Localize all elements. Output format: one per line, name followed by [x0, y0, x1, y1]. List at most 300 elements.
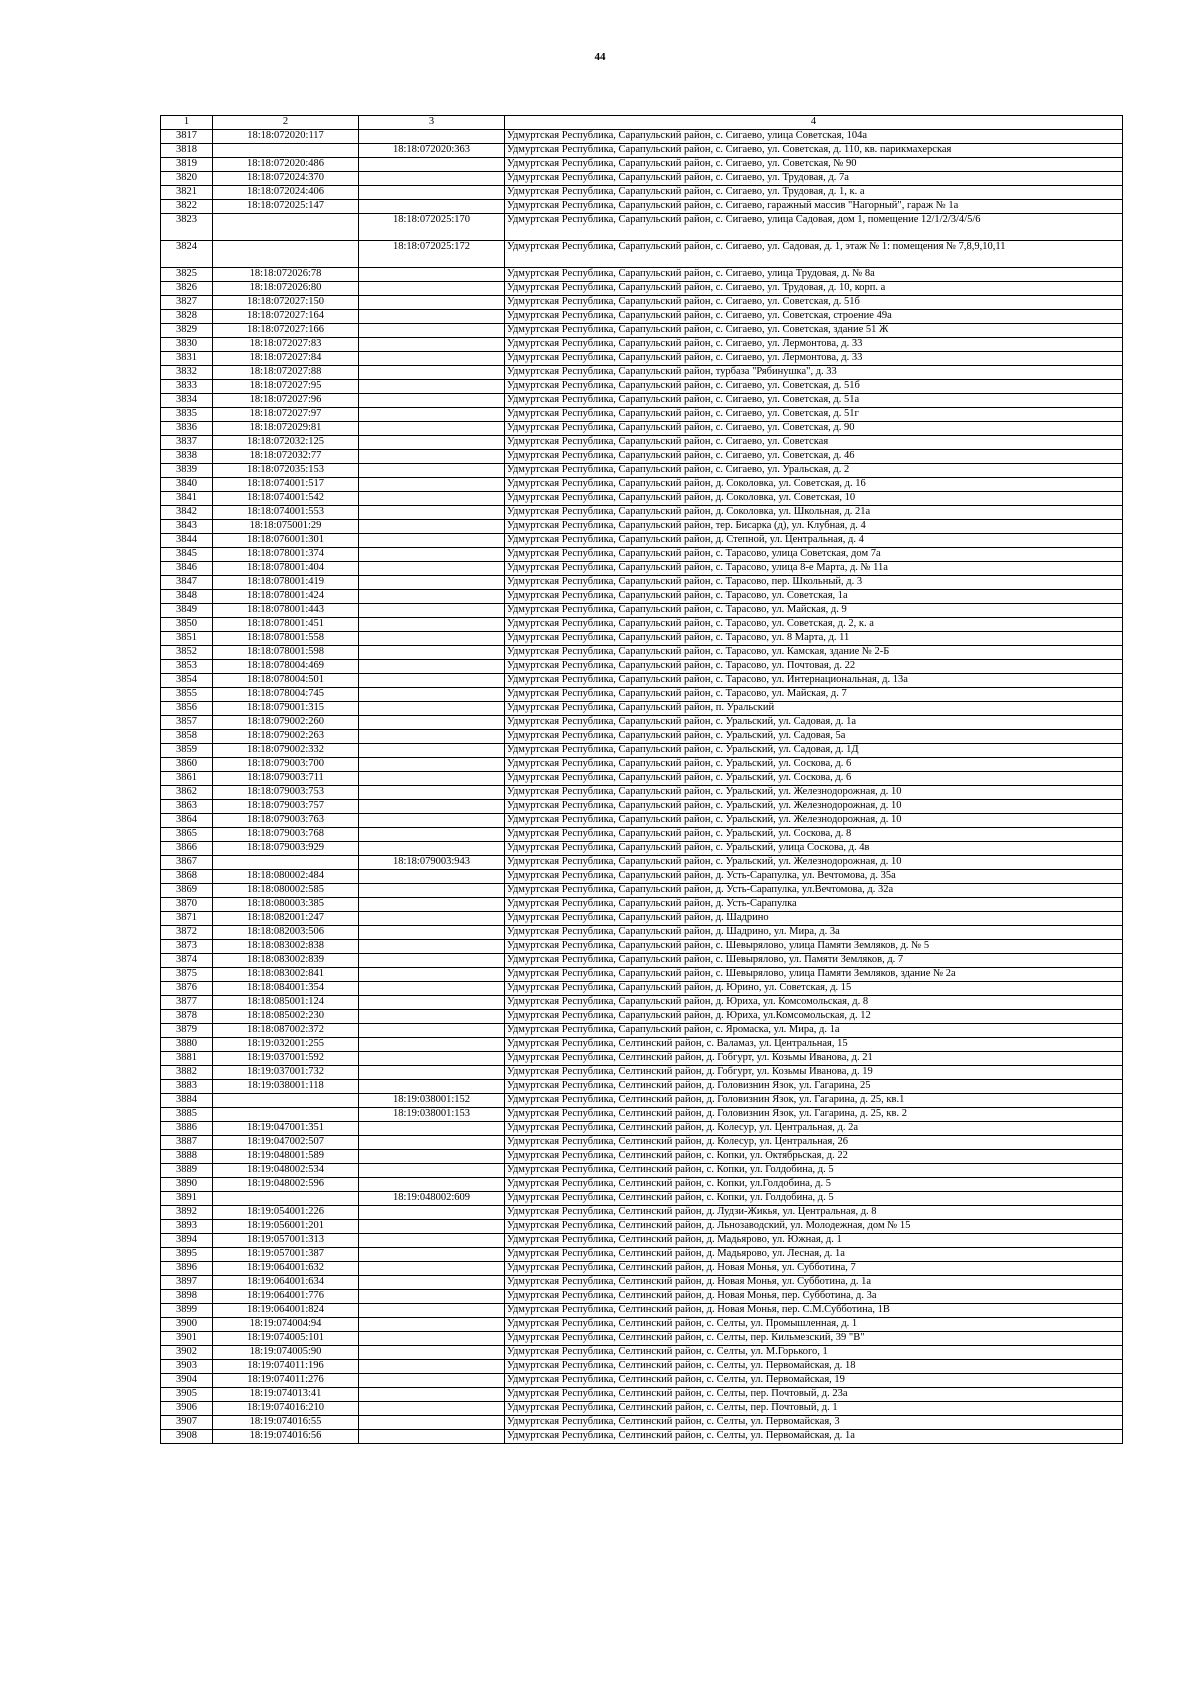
row-number: 3838 — [161, 450, 213, 464]
building-cadastral-number — [359, 282, 505, 296]
table-row — [161, 1388, 1123, 1402]
address: Удмуртская Республика, Сарапульский район, с. Тарасово, ул. Майская, д. 9 — [505, 604, 1123, 618]
address: Удмуртская Республика, Сарапульский район, с. Сигаево, ул. Трудовая, д. 1, к. а — [505, 186, 1123, 200]
land-cadastral-number: 18:18:083002:838 — [213, 940, 359, 954]
table-row — [161, 1430, 1123, 1444]
land-cadastral-number: 18:18:083002:841 — [213, 968, 359, 982]
land-cadastral-number: 18:18:072027:164 — [213, 310, 359, 324]
table-row — [161, 1318, 1123, 1332]
land-cadastral-number: 18:18:072025:147 — [213, 200, 359, 214]
land-cadastral-number: 18:18:075001:29 — [213, 520, 359, 534]
address: Удмуртская Республика, Сарапульский район, с. Сигаево, ул. Советская, д. 110, кв. парикмахерская — [505, 144, 1123, 158]
building-cadastral-number — [359, 352, 505, 366]
building-cadastral-number — [359, 688, 505, 702]
building-cadastral-number — [359, 968, 505, 982]
table-row — [161, 632, 1123, 646]
table-row — [161, 158, 1123, 172]
row-number: 3863 — [161, 800, 213, 814]
building-cadastral-number — [359, 172, 505, 186]
land-cadastral-number: 18:18:072026:80 — [213, 282, 359, 296]
land-cadastral-number: 18:18:072020:117 — [213, 130, 359, 144]
building-cadastral-number — [359, 1178, 505, 1192]
address: Удмуртская Республика, Сарапульский район, с. Уральский, улица Соскова, д. 4в — [505, 842, 1123, 856]
row-number: 3897 — [161, 1276, 213, 1290]
building-cadastral-number — [359, 492, 505, 506]
address: Удмуртская Республика, Сарапульский район, с. Сигаево, ул. Советская — [505, 436, 1123, 450]
address: Удмуртская Республика, Селтинский район, с. Копки, ул. Октябрьская, д. 22 — [505, 1150, 1123, 1164]
table-row — [161, 1178, 1123, 1192]
land-cadastral-number: 18:18:072027:150 — [213, 296, 359, 310]
row-number: 3824 — [161, 241, 213, 268]
row-number: 3892 — [161, 1206, 213, 1220]
address: Удмуртская Республика, Сарапульский район, с. Уральский, ул. Садовая, д. 1а — [505, 716, 1123, 730]
row-number: 3889 — [161, 1164, 213, 1178]
table-row — [161, 898, 1123, 912]
row-number: 3818 — [161, 144, 213, 158]
land-cadastral-number: 18:18:078004:501 — [213, 674, 359, 688]
table-row — [161, 912, 1123, 926]
building-cadastral-number — [359, 1318, 505, 1332]
address: Удмуртская Республика, Сарапульский район, д. Соколовка, ул. Школьная, д. 21а — [505, 506, 1123, 520]
table-row — [161, 604, 1123, 618]
column-header-2: 2 — [213, 116, 359, 130]
address: Удмуртская Республика, Сарапульский район, с. Сигаево, гаражный массив "Нагорный", гараж № 1а — [505, 200, 1123, 214]
land-cadastral-number: 18:18:079003:763 — [213, 814, 359, 828]
table-row — [161, 214, 1123, 241]
address: Удмуртская Республика, Сарапульский район, с. Тарасово, ул. Советская, д. 2, к. а — [505, 618, 1123, 632]
table-row — [161, 200, 1123, 214]
table-body — [161, 130, 1123, 1444]
address: Удмуртская Республика, Сарапульский район, д. Степной, ул. Центральная, д. 4 — [505, 534, 1123, 548]
row-number: 3906 — [161, 1402, 213, 1416]
row-number: 3865 — [161, 828, 213, 842]
land-cadastral-number: 18:18:072026:78 — [213, 268, 359, 282]
row-number: 3898 — [161, 1290, 213, 1304]
address: Удмуртская Республика, Сарапульский район, д. Соколовка, ул. Советская, 10 — [505, 492, 1123, 506]
table-row — [161, 982, 1123, 996]
table-row — [161, 884, 1123, 898]
building-cadastral-number — [359, 646, 505, 660]
address: Удмуртская Республика, Селтинский район, д. Головизнин Язок, ул. Гагарина, 25 — [505, 1080, 1123, 1094]
land-cadastral-number: 18:18:078001:558 — [213, 632, 359, 646]
land-cadastral-number: 18:18:079002:332 — [213, 744, 359, 758]
table-row — [161, 1010, 1123, 1024]
address: Удмуртская Республика, Сарапульский район, с. Тарасово, ул. Камская, здание № 2-Б — [505, 646, 1123, 660]
building-cadastral-number — [359, 1010, 505, 1024]
table-row — [161, 940, 1123, 954]
address: Удмуртская Республика, Селтинский район, с. Селты, пер. Почтовый, д. 23а — [505, 1388, 1123, 1402]
row-number: 3847 — [161, 576, 213, 590]
building-cadastral-number — [359, 1248, 505, 1262]
land-cadastral-number: 18:18:074001:542 — [213, 492, 359, 506]
row-number: 3891 — [161, 1192, 213, 1206]
row-number: 3839 — [161, 464, 213, 478]
table-row — [161, 702, 1123, 716]
building-cadastral-number — [359, 604, 505, 618]
land-cadastral-number: 18:19:074005:101 — [213, 1332, 359, 1346]
table-row — [161, 688, 1123, 702]
table-row — [161, 1164, 1123, 1178]
address: Удмуртская Республика, Селтинский район, д. Мадьярово, ул. Лесная, д. 1а — [505, 1248, 1123, 1262]
land-cadastral-number: 18:18:072032:125 — [213, 436, 359, 450]
building-cadastral-number — [359, 1290, 505, 1304]
table-row — [161, 464, 1123, 478]
land-cadastral-number: 18:18:087002:372 — [213, 1024, 359, 1038]
row-number: 3853 — [161, 660, 213, 674]
table-row — [161, 1024, 1123, 1038]
row-number: 3877 — [161, 996, 213, 1010]
table-row — [161, 772, 1123, 786]
address: Удмуртская Республика, Сарапульский район, с. Тарасово, ул. Интернациональная, д. 13а — [505, 674, 1123, 688]
land-cadastral-number: 18:18:085001:124 — [213, 996, 359, 1010]
building-cadastral-number — [359, 310, 505, 324]
land-cadastral-number: 18:18:079003:753 — [213, 786, 359, 800]
address: Удмуртская Республика, Селтинский район, д. Колесур, ул. Центральная, 26 — [505, 1136, 1123, 1150]
building-cadastral-number — [359, 940, 505, 954]
table-row — [161, 282, 1123, 296]
row-number: 3849 — [161, 604, 213, 618]
land-cadastral-number: 18:18:072032:77 — [213, 450, 359, 464]
building-cadastral-number: 18:18:072025:170 — [359, 214, 505, 241]
land-cadastral-number: 18:19:057001:313 — [213, 1234, 359, 1248]
row-number: 3858 — [161, 730, 213, 744]
column-header-3: 3 — [359, 116, 505, 130]
table-row — [161, 856, 1123, 870]
land-cadastral-number: 18:18:072024:370 — [213, 172, 359, 186]
land-cadastral-number: 18:18:072027:95 — [213, 380, 359, 394]
building-cadastral-number — [359, 1374, 505, 1388]
land-cadastral-number: 18:19:032001:255 — [213, 1038, 359, 1052]
table-row — [161, 1332, 1123, 1346]
address: Удмуртская Республика, Сарапульский район, с. Сигаево, ул. Советская, д. 51а — [505, 394, 1123, 408]
building-cadastral-number — [359, 1388, 505, 1402]
building-cadastral-number — [359, 506, 505, 520]
building-cadastral-number — [359, 464, 505, 478]
land-cadastral-number: 18:18:079001:315 — [213, 702, 359, 716]
table-row — [161, 1262, 1123, 1276]
row-number: 3828 — [161, 310, 213, 324]
address: Удмуртская Республика, Селтинский район, с. Селты, пер. Почтовый, д. 1 — [505, 1402, 1123, 1416]
address: Удмуртская Республика, Селтинский район, д. Мадьярово, ул. Южная, д. 1 — [505, 1234, 1123, 1248]
land-cadastral-number — [213, 241, 359, 268]
table-row — [161, 352, 1123, 366]
address: Удмуртская Республика, Сарапульский район, с. Уральский, ул. Железнодорожная, д. 10 — [505, 800, 1123, 814]
row-number: 3868 — [161, 870, 213, 884]
address: Удмуртская Республика, Селтинский район, д. Головизнин Язок, ул. Гагарина, д. 25, кв. 2 — [505, 1108, 1123, 1122]
land-cadastral-number: 18:19:056001:201 — [213, 1220, 359, 1234]
table-row — [161, 618, 1123, 632]
building-cadastral-number — [359, 618, 505, 632]
address: Удмуртская Республика, Сарапульский район, с. Сигаево, ул. Садовая, д. 1, этаж № 1: помещения № 7,8,9,10,11 — [505, 241, 1123, 268]
row-number: 3856 — [161, 702, 213, 716]
land-cadastral-number: 18:19:074011:276 — [213, 1374, 359, 1388]
row-number: 3886 — [161, 1122, 213, 1136]
land-cadastral-number: 18:19:064001:824 — [213, 1304, 359, 1318]
table-row — [161, 241, 1123, 268]
building-cadastral-number — [359, 186, 505, 200]
building-cadastral-number — [359, 1304, 505, 1318]
building-cadastral-number — [359, 898, 505, 912]
table-row — [161, 1290, 1123, 1304]
building-cadastral-number: 18:18:072020:363 — [359, 144, 505, 158]
table-row — [161, 1192, 1123, 1206]
land-cadastral-number: 18:18:078001:443 — [213, 604, 359, 618]
row-number: 3817 — [161, 130, 213, 144]
building-cadastral-number — [359, 534, 505, 548]
land-cadastral-number: 18:18:080003:385 — [213, 898, 359, 912]
table-row — [161, 1150, 1123, 1164]
address: Удмуртская Республика, Селтинский район, д. Льнозаводский, ул. Молодежная, дом № 15 — [505, 1220, 1123, 1234]
table-row — [161, 968, 1123, 982]
row-number: 3855 — [161, 688, 213, 702]
building-cadastral-number — [359, 590, 505, 604]
address: Удмуртская Республика, Селтинский район, д. Гобгурт, ул. Козьмы Иванова, д. 19 — [505, 1066, 1123, 1080]
row-number: 3896 — [161, 1262, 213, 1276]
table-row — [161, 1094, 1123, 1108]
row-number: 3822 — [161, 200, 213, 214]
land-cadastral-number: 18:19:074013:41 — [213, 1388, 359, 1402]
table-row — [161, 144, 1123, 158]
table-row — [161, 996, 1123, 1010]
building-cadastral-number: 18:19:038001:152 — [359, 1094, 505, 1108]
table-row — [161, 870, 1123, 884]
building-cadastral-number — [359, 1276, 505, 1290]
address: Удмуртская Республика, Сарапульский район, с. Тарасово, улица 8-е Марта, д. № 11а — [505, 562, 1123, 576]
row-number: 3890 — [161, 1178, 213, 1192]
building-cadastral-number — [359, 1234, 505, 1248]
building-cadastral-number — [359, 1206, 505, 1220]
building-cadastral-number — [359, 562, 505, 576]
address: Удмуртская Республика, Селтинский район, д. Новая Монья, ул. Субботина, 7 — [505, 1262, 1123, 1276]
row-number: 3875 — [161, 968, 213, 982]
table-row — [161, 576, 1123, 590]
row-number: 3893 — [161, 1220, 213, 1234]
building-cadastral-number — [359, 394, 505, 408]
address: Удмуртская Республика, Сарапульский район, с. Тарасово, ул. Советская, 1а — [505, 590, 1123, 604]
table-row — [161, 1248, 1123, 1262]
building-cadastral-number — [359, 436, 505, 450]
table-row — [161, 1038, 1123, 1052]
land-cadastral-number: 18:19:047002:507 — [213, 1136, 359, 1150]
land-cadastral-number: 18:19:064001:776 — [213, 1290, 359, 1304]
row-number: 3872 — [161, 926, 213, 940]
land-cadastral-number: 18:18:079003:700 — [213, 758, 359, 772]
address: Удмуртская Республика, Сарапульский район, с. Сигаево, ул. Советская, д. 51б — [505, 296, 1123, 310]
row-number: 3900 — [161, 1318, 213, 1332]
land-cadastral-number: 18:19:064001:632 — [213, 1262, 359, 1276]
land-cadastral-number: 18:19:037001:592 — [213, 1052, 359, 1066]
land-cadastral-number — [213, 214, 359, 241]
land-cadastral-number: 18:18:072035:153 — [213, 464, 359, 478]
row-number: 3848 — [161, 590, 213, 604]
table-row — [161, 842, 1123, 856]
table-row — [161, 758, 1123, 772]
land-cadastral-number: 18:18:079002:260 — [213, 716, 359, 730]
row-number: 3881 — [161, 1052, 213, 1066]
address: Удмуртская Республика, Сарапульский район, с. Сигаево, ул. Советская, д. 90 — [505, 422, 1123, 436]
row-number: 3901 — [161, 1332, 213, 1346]
table-row — [161, 1122, 1123, 1136]
row-number: 3842 — [161, 506, 213, 520]
table-row — [161, 492, 1123, 506]
building-cadastral-number — [359, 814, 505, 828]
building-cadastral-number — [359, 548, 505, 562]
table-row — [161, 186, 1123, 200]
building-cadastral-number — [359, 702, 505, 716]
building-cadastral-number: 18:18:072025:172 — [359, 241, 505, 268]
address: Удмуртская Республика, Селтинский район, с. Копки, ул. Голдобина, д. 5 — [505, 1192, 1123, 1206]
row-number: 3837 — [161, 436, 213, 450]
building-cadastral-number — [359, 1416, 505, 1430]
table-row — [161, 408, 1123, 422]
address: Удмуртская Республика, Сарапульский район, д. Усть-Сарапулка — [505, 898, 1123, 912]
row-number: 3821 — [161, 186, 213, 200]
land-cadastral-number — [213, 856, 359, 870]
building-cadastral-number — [359, 324, 505, 338]
address: Удмуртская Республика, Сарапульский район, с. Тарасово, ул. Почтовая, д. 22 — [505, 660, 1123, 674]
address: Удмуртская Республика, Селтинский район, д. Лудзи-Жикья, ул. Центральная, д. 8 — [505, 1206, 1123, 1220]
building-cadastral-number — [359, 268, 505, 282]
building-cadastral-number — [359, 366, 505, 380]
land-cadastral-number: 18:18:082001:247 — [213, 912, 359, 926]
building-cadastral-number — [359, 200, 505, 214]
building-cadastral-number — [359, 1024, 505, 1038]
row-number: 3885 — [161, 1108, 213, 1122]
land-cadastral-number: 18:19:047001:351 — [213, 1122, 359, 1136]
table-row — [161, 674, 1123, 688]
address: Удмуртская Республика, Селтинский район, с. Валамаз, ул. Центральная, 15 — [505, 1038, 1123, 1052]
address: Удмуртская Республика, Сарапульский район, с. Сигаево, улица Садовая, дом 1, помещение 12/1/2/3/4/5/6 — [505, 214, 1123, 241]
table-row — [161, 1304, 1123, 1318]
row-number: 3873 — [161, 940, 213, 954]
table-row — [161, 520, 1123, 534]
building-cadastral-number — [359, 912, 505, 926]
row-number: 3835 — [161, 408, 213, 422]
table-row — [161, 1402, 1123, 1416]
land-cadastral-number: 18:19:054001:226 — [213, 1206, 359, 1220]
table-row — [161, 1136, 1123, 1150]
building-cadastral-number — [359, 842, 505, 856]
table-row — [161, 172, 1123, 186]
land-cadastral-number: 18:18:072020:486 — [213, 158, 359, 172]
row-number: 3899 — [161, 1304, 213, 1318]
land-cadastral-number: 18:19:037001:732 — [213, 1066, 359, 1080]
row-number: 3831 — [161, 352, 213, 366]
row-number: 3871 — [161, 912, 213, 926]
land-cadastral-number: 18:18:078001:598 — [213, 646, 359, 660]
land-cadastral-number — [213, 1192, 359, 1206]
table-row — [161, 436, 1123, 450]
address: Удмуртская Республика, Сарапульский район, с. Тарасово, ул. 8 Марта, д. 11 — [505, 632, 1123, 646]
land-cadastral-number: 18:18:078001:404 — [213, 562, 359, 576]
table-row — [161, 1360, 1123, 1374]
table-row — [161, 268, 1123, 282]
building-cadastral-number — [359, 158, 505, 172]
row-number: 3903 — [161, 1360, 213, 1374]
building-cadastral-number — [359, 758, 505, 772]
address: Удмуртская Республика, Селтинский район, д. Гобгурт, ул. Козьмы Иванова, д. 21 — [505, 1052, 1123, 1066]
address: Удмуртская Республика, Сарапульский район, с. Сигаево, ул. Лермонтова, д. 33 — [505, 352, 1123, 366]
address: Удмуртская Республика, Селтинский район, д. Колесур, ул. Центральная, д. 2а — [505, 1122, 1123, 1136]
address: Удмуртская Республика, Сарапульский район, д. Шадрино, ул. Мира, д. 3а — [505, 926, 1123, 940]
row-number: 3840 — [161, 478, 213, 492]
land-cadastral-number: 18:18:079002:263 — [213, 730, 359, 744]
building-cadastral-number — [359, 576, 505, 590]
address: Удмуртская Республика, Сарапульский район, с. Сигаево, ул. Лермонтова, д. 33 — [505, 338, 1123, 352]
address: Удмуртская Республика, Сарапульский район, с. Уральский, ул. Железнодорожная, д. 10 — [505, 856, 1123, 870]
address: Удмуртская Республика, Сарапульский район, д. Соколовка, ул. Советская, д. 16 — [505, 478, 1123, 492]
building-cadastral-number — [359, 1038, 505, 1052]
building-cadastral-number — [359, 1066, 505, 1080]
address: Удмуртская Республика, Сарапульский район, с. Сигаево, ул. Советская, № 90 — [505, 158, 1123, 172]
land-cadastral-number: 18:19:074011:196 — [213, 1360, 359, 1374]
row-number: 3879 — [161, 1024, 213, 1038]
table-row — [161, 450, 1123, 464]
table-row — [161, 1374, 1123, 1388]
address: Удмуртская Республика, Селтинский район, с. Селты, ул. М.Горького, 1 — [505, 1346, 1123, 1360]
land-cadastral-number: 18:18:076001:301 — [213, 534, 359, 548]
table-header-row — [161, 116, 1123, 130]
building-cadastral-number — [359, 1080, 505, 1094]
building-cadastral-number — [359, 1360, 505, 1374]
land-cadastral-number: 18:19:048002:596 — [213, 1178, 359, 1192]
building-cadastral-number — [359, 1346, 505, 1360]
address: Удмуртская Республика, Сарапульский район, с. Шевырялово, ул. Памяти Земляков, д. 7 — [505, 954, 1123, 968]
address: Удмуртская Республика, Селтинский район, д. Новая Монья, пер. Субботина, д. 3а — [505, 1290, 1123, 1304]
address: Удмуртская Республика, Сарапульский район, с. Сигаево, ул. Трудовая, д. 7а — [505, 172, 1123, 186]
row-number: 3826 — [161, 282, 213, 296]
table-row — [161, 1066, 1123, 1080]
land-cadastral-number: 18:18:072027:96 — [213, 394, 359, 408]
row-number: 3867 — [161, 856, 213, 870]
address: Удмуртская Республика, Селтинский район, д. Новая Монья, ул. Субботина, д. 1а — [505, 1276, 1123, 1290]
row-number: 3888 — [161, 1150, 213, 1164]
table-row — [161, 828, 1123, 842]
land-cadastral-number: 18:19:048001:589 — [213, 1150, 359, 1164]
row-number: 3894 — [161, 1234, 213, 1248]
row-number: 3851 — [161, 632, 213, 646]
table-row — [161, 660, 1123, 674]
address: Удмуртская Республика, Сарапульский район, с. Уральский, ул. Железнодорожная, д. 10 — [505, 786, 1123, 800]
row-number: 3854 — [161, 674, 213, 688]
address: Удмуртская Республика, Сарапульский район, д. Усть-Сарапулка, ул.Вечтомова, д. 32а — [505, 884, 1123, 898]
row-number: 3823 — [161, 214, 213, 241]
row-number: 3880 — [161, 1038, 213, 1052]
table-row — [161, 926, 1123, 940]
building-cadastral-number: 18:19:048002:609 — [359, 1192, 505, 1206]
table-row — [161, 562, 1123, 576]
row-number: 3829 — [161, 324, 213, 338]
table-row — [161, 954, 1123, 968]
row-number: 3834 — [161, 394, 213, 408]
land-cadastral-number: 18:18:080002:585 — [213, 884, 359, 898]
row-number: 3833 — [161, 380, 213, 394]
registry-table — [160, 115, 1123, 1444]
building-cadastral-number — [359, 520, 505, 534]
row-number: 3827 — [161, 296, 213, 310]
address: Удмуртская Республика, Сарапульский район, с. Тарасово, ул. Майская, д. 7 — [505, 688, 1123, 702]
building-cadastral-number — [359, 422, 505, 436]
address: Удмуртская Республика, Сарапульский район, турбаза "Рябинушка", д. 33 — [505, 366, 1123, 380]
building-cadastral-number — [359, 1136, 505, 1150]
building-cadastral-number — [359, 744, 505, 758]
address: Удмуртская Республика, Сарапульский район, с. Уральский, ул. Соскова, д. 6 — [505, 772, 1123, 786]
building-cadastral-number — [359, 632, 505, 646]
address: Удмуртская Республика, Селтинский район, д. Новая Монья, пер. С.М.Субботина, 1В — [505, 1304, 1123, 1318]
address: Удмуртская Республика, Сарапульский район, с. Сигаево, ул. Советская, д. 46 — [505, 450, 1123, 464]
table-row — [161, 338, 1123, 352]
land-cadastral-number: 18:18:084001:354 — [213, 982, 359, 996]
